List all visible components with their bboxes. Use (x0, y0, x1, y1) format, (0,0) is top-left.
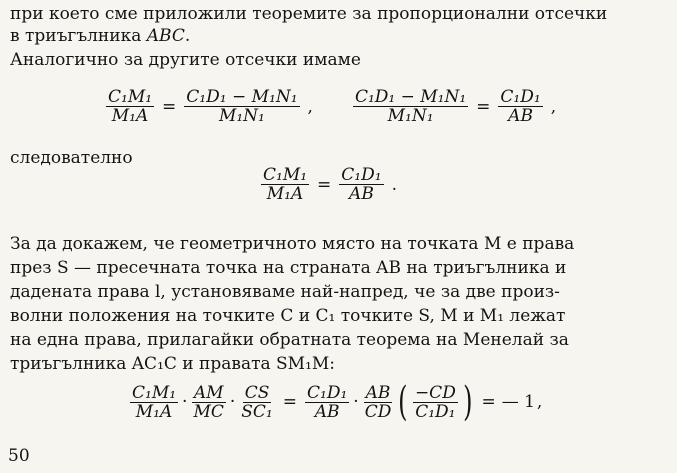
rhs-value: — 1 (501, 392, 535, 412)
triangle-abc: ABC (146, 26, 185, 46)
fraction-3d: $\frac{\text{C₁D₁}}{AB}$ (307, 382, 348, 422)
para2-line-6: триъгълника AC₁C и правата SM₁M: (10, 354, 336, 374)
para2-line-3: дадената права l, установяваме най-напред, че за две произ- (10, 282, 560, 302)
fraction-1d: $\frac{\text{C₁D₁}}{AB}$ (500, 87, 541, 126)
fraction-3e: $\frac{AB}{CD}$ (364, 382, 392, 422)
page-number: 50 (8, 446, 30, 466)
para2-line-5: на една права, прилагайки обратната теорема на Менелай за (10, 330, 569, 350)
para2-line-2: през S — пресечната точка на страната AB на триъгълника и (10, 258, 567, 278)
fraction-3f: $\frac{-CD}{\text{C₁D₁}}$ (414, 382, 456, 422)
equation-1: $\frac{\text{C₁M₁}}{\text{M₁A}}$ = $\frac{\text{C₁D₁ − M₁N₁}}{\text{M₁N₁}}$ , $\frac{\text{C₁D₁ − M₁N₁}}{\text{M₁N₁}}$ = $\frac{\text{C₁D₁}}{AB}$ , (108, 87, 557, 126)
fraction-2a: $\frac{\text{C₁M₁}}{\text{M₁A}}$ (263, 165, 308, 204)
text-line-2-post: . (184, 26, 191, 46)
text-line-4: следователно (10, 148, 133, 168)
fraction-2b: $\frac{\text{C₁D₁}}{AB}$ (341, 165, 382, 204)
text-line-1: при което сме приложили теоремите за пропорционални отсечки (10, 4, 608, 24)
text-line-2-pre: в триъгълника (10, 26, 147, 46)
equation-2: $\frac{\text{C₁M₁}}{\text{M₁A}}$ = $\frac{\text{C₁D₁}}{AB}$ . (263, 165, 397, 204)
fraction-1c: $\frac{\text{C₁D₁ − M₁N₁}}{\text{M₁N₁}}$ (354, 87, 467, 126)
right-paren: ) (462, 379, 473, 425)
text-line-2 (10, 26, 190, 46)
fraction-3a: $\frac{\text{C₁M₁}}{\text{M₁A}}$ (132, 382, 177, 422)
fraction-3c: $\frac{CS}{\text{SC₁}}$ (241, 382, 273, 422)
fraction-3b: $\frac{AM}{MC}$ (193, 382, 224, 422)
left-paren: ( (398, 379, 408, 425)
para2-line-4: волни положения на точките C и C₁ точките S, M и M₁ лежат (10, 306, 566, 326)
equation-3: $\frac{\text{C₁M₁}}{\text{M₁A}}$ · $\frac{AM}{MC}$ · $\frac{CS}{\text{SC₁}}$ = $\frac{\text{C₁D₁}}{AB}$ · $\frac{AB}{CD}$ ( $\frac{-CD}{\text{C₁D₁}}$ ) = — 1 , (132, 379, 543, 425)
fraction-1a: $\frac{\text{C₁M₁}}{\text{M₁A}}$ (108, 87, 153, 126)
text-line-3: Аналогично за другите отсечки имаме (10, 50, 361, 70)
para2-line-1: За да докажем, че геометричното място на точката M е права (10, 234, 575, 254)
fraction-1b: $\frac{\text{C₁D₁ − M₁N₁}}{\text{M₁N₁}}$ (186, 87, 298, 126)
